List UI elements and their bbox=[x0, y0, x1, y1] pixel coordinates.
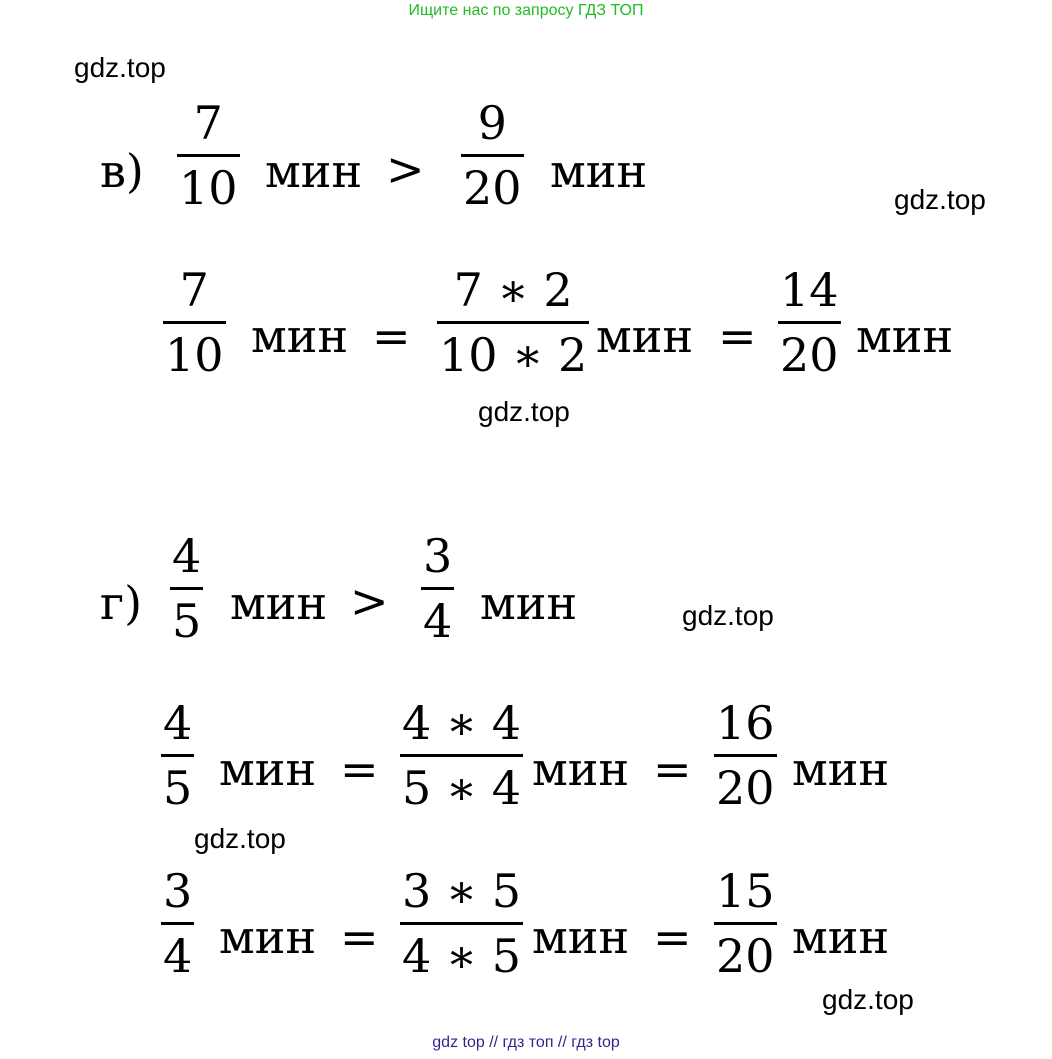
fraction-expanded bbox=[437, 263, 589, 382]
numerator: 7 bbox=[179, 263, 209, 317]
fraction-16-20 bbox=[714, 696, 777, 815]
fraction-9-20 bbox=[461, 96, 524, 215]
fraction-3-4 bbox=[161, 864, 194, 983]
watermark: gdz.top bbox=[894, 184, 986, 215]
unit-min: мин bbox=[792, 910, 890, 964]
denominator: 4 bbox=[163, 929, 193, 983]
denominator: 5 bbox=[172, 594, 202, 648]
fraction-expanded bbox=[400, 696, 523, 815]
fraction-4-5 bbox=[161, 696, 194, 815]
numerator: 15 bbox=[716, 864, 775, 918]
denominator: 20 bbox=[463, 161, 522, 215]
denominator: 20 bbox=[716, 929, 775, 983]
denominator: 10 bbox=[165, 328, 224, 382]
denominator: 5 bbox=[163, 761, 193, 815]
footer-links[interactable]: gdz top // гдз топ // гдз top bbox=[432, 1034, 620, 1051]
equals-sign: = bbox=[718, 309, 757, 363]
unit-min: мин bbox=[856, 309, 954, 363]
denominator: 20 bbox=[716, 761, 775, 815]
fraction-4-5 bbox=[170, 529, 203, 648]
numerator: 4 bbox=[163, 696, 193, 750]
numerator: 14 bbox=[780, 263, 839, 317]
watermark: gdz.top bbox=[822, 984, 914, 1015]
fraction-7-10 bbox=[163, 263, 226, 382]
part-g-label: г) bbox=[100, 576, 143, 630]
fraction-15-20 bbox=[714, 864, 777, 983]
fraction-3-4 bbox=[421, 529, 454, 648]
numerator: 3 ∗ 5 bbox=[402, 864, 522, 918]
fraction-7-10 bbox=[177, 96, 240, 215]
unit-min: мин bbox=[219, 742, 317, 796]
numerator: 9 bbox=[477, 96, 507, 150]
numerator: 3 bbox=[423, 529, 453, 583]
denominator: 4 bbox=[423, 594, 453, 648]
watermark: gdz.top bbox=[194, 823, 286, 854]
unit-min: мин bbox=[596, 309, 694, 363]
equals-sign: = bbox=[372, 309, 411, 363]
denominator: 10 ∗ 2 bbox=[439, 328, 588, 382]
numerator: 16 bbox=[716, 696, 775, 750]
numerator: 7 ∗ 2 bbox=[453, 263, 573, 317]
numerator: 7 bbox=[193, 96, 223, 150]
unit-min: мин bbox=[550, 144, 648, 198]
denominator: 5 ∗ 4 bbox=[402, 761, 522, 815]
fraction-14-20 bbox=[778, 263, 841, 382]
equals-sign: = bbox=[340, 910, 379, 964]
greater-sign: > bbox=[350, 574, 389, 628]
denominator: 4 ∗ 5 bbox=[402, 929, 522, 983]
equals-sign: = bbox=[653, 910, 692, 964]
fraction-expanded bbox=[400, 864, 523, 983]
numerator: 4 ∗ 4 bbox=[402, 696, 522, 750]
equals-sign: = bbox=[653, 742, 692, 796]
unit-min: мин bbox=[265, 144, 363, 198]
greater-sign: > bbox=[386, 142, 425, 196]
part-v-label: в) bbox=[100, 144, 144, 198]
top-banner: Ищите нас по запросу ГДЗ ТОП bbox=[408, 2, 644, 19]
unit-min: мин bbox=[251, 309, 349, 363]
denominator: 10 bbox=[179, 161, 238, 215]
unit-min: мин bbox=[532, 910, 630, 964]
numerator: 3 bbox=[163, 864, 193, 918]
unit-min: мин bbox=[792, 742, 890, 796]
watermark: gdz.top bbox=[478, 396, 570, 427]
watermark: gdz.top bbox=[74, 52, 166, 83]
unit-min: мин bbox=[532, 742, 630, 796]
unit-min: мин bbox=[230, 576, 328, 630]
denominator: 20 bbox=[780, 328, 839, 382]
unit-min: мин bbox=[480, 576, 578, 630]
numerator: 4 bbox=[172, 529, 202, 583]
equals-sign: = bbox=[340, 742, 379, 796]
watermark: gdz.top bbox=[682, 600, 774, 631]
unit-min: мин bbox=[219, 910, 317, 964]
